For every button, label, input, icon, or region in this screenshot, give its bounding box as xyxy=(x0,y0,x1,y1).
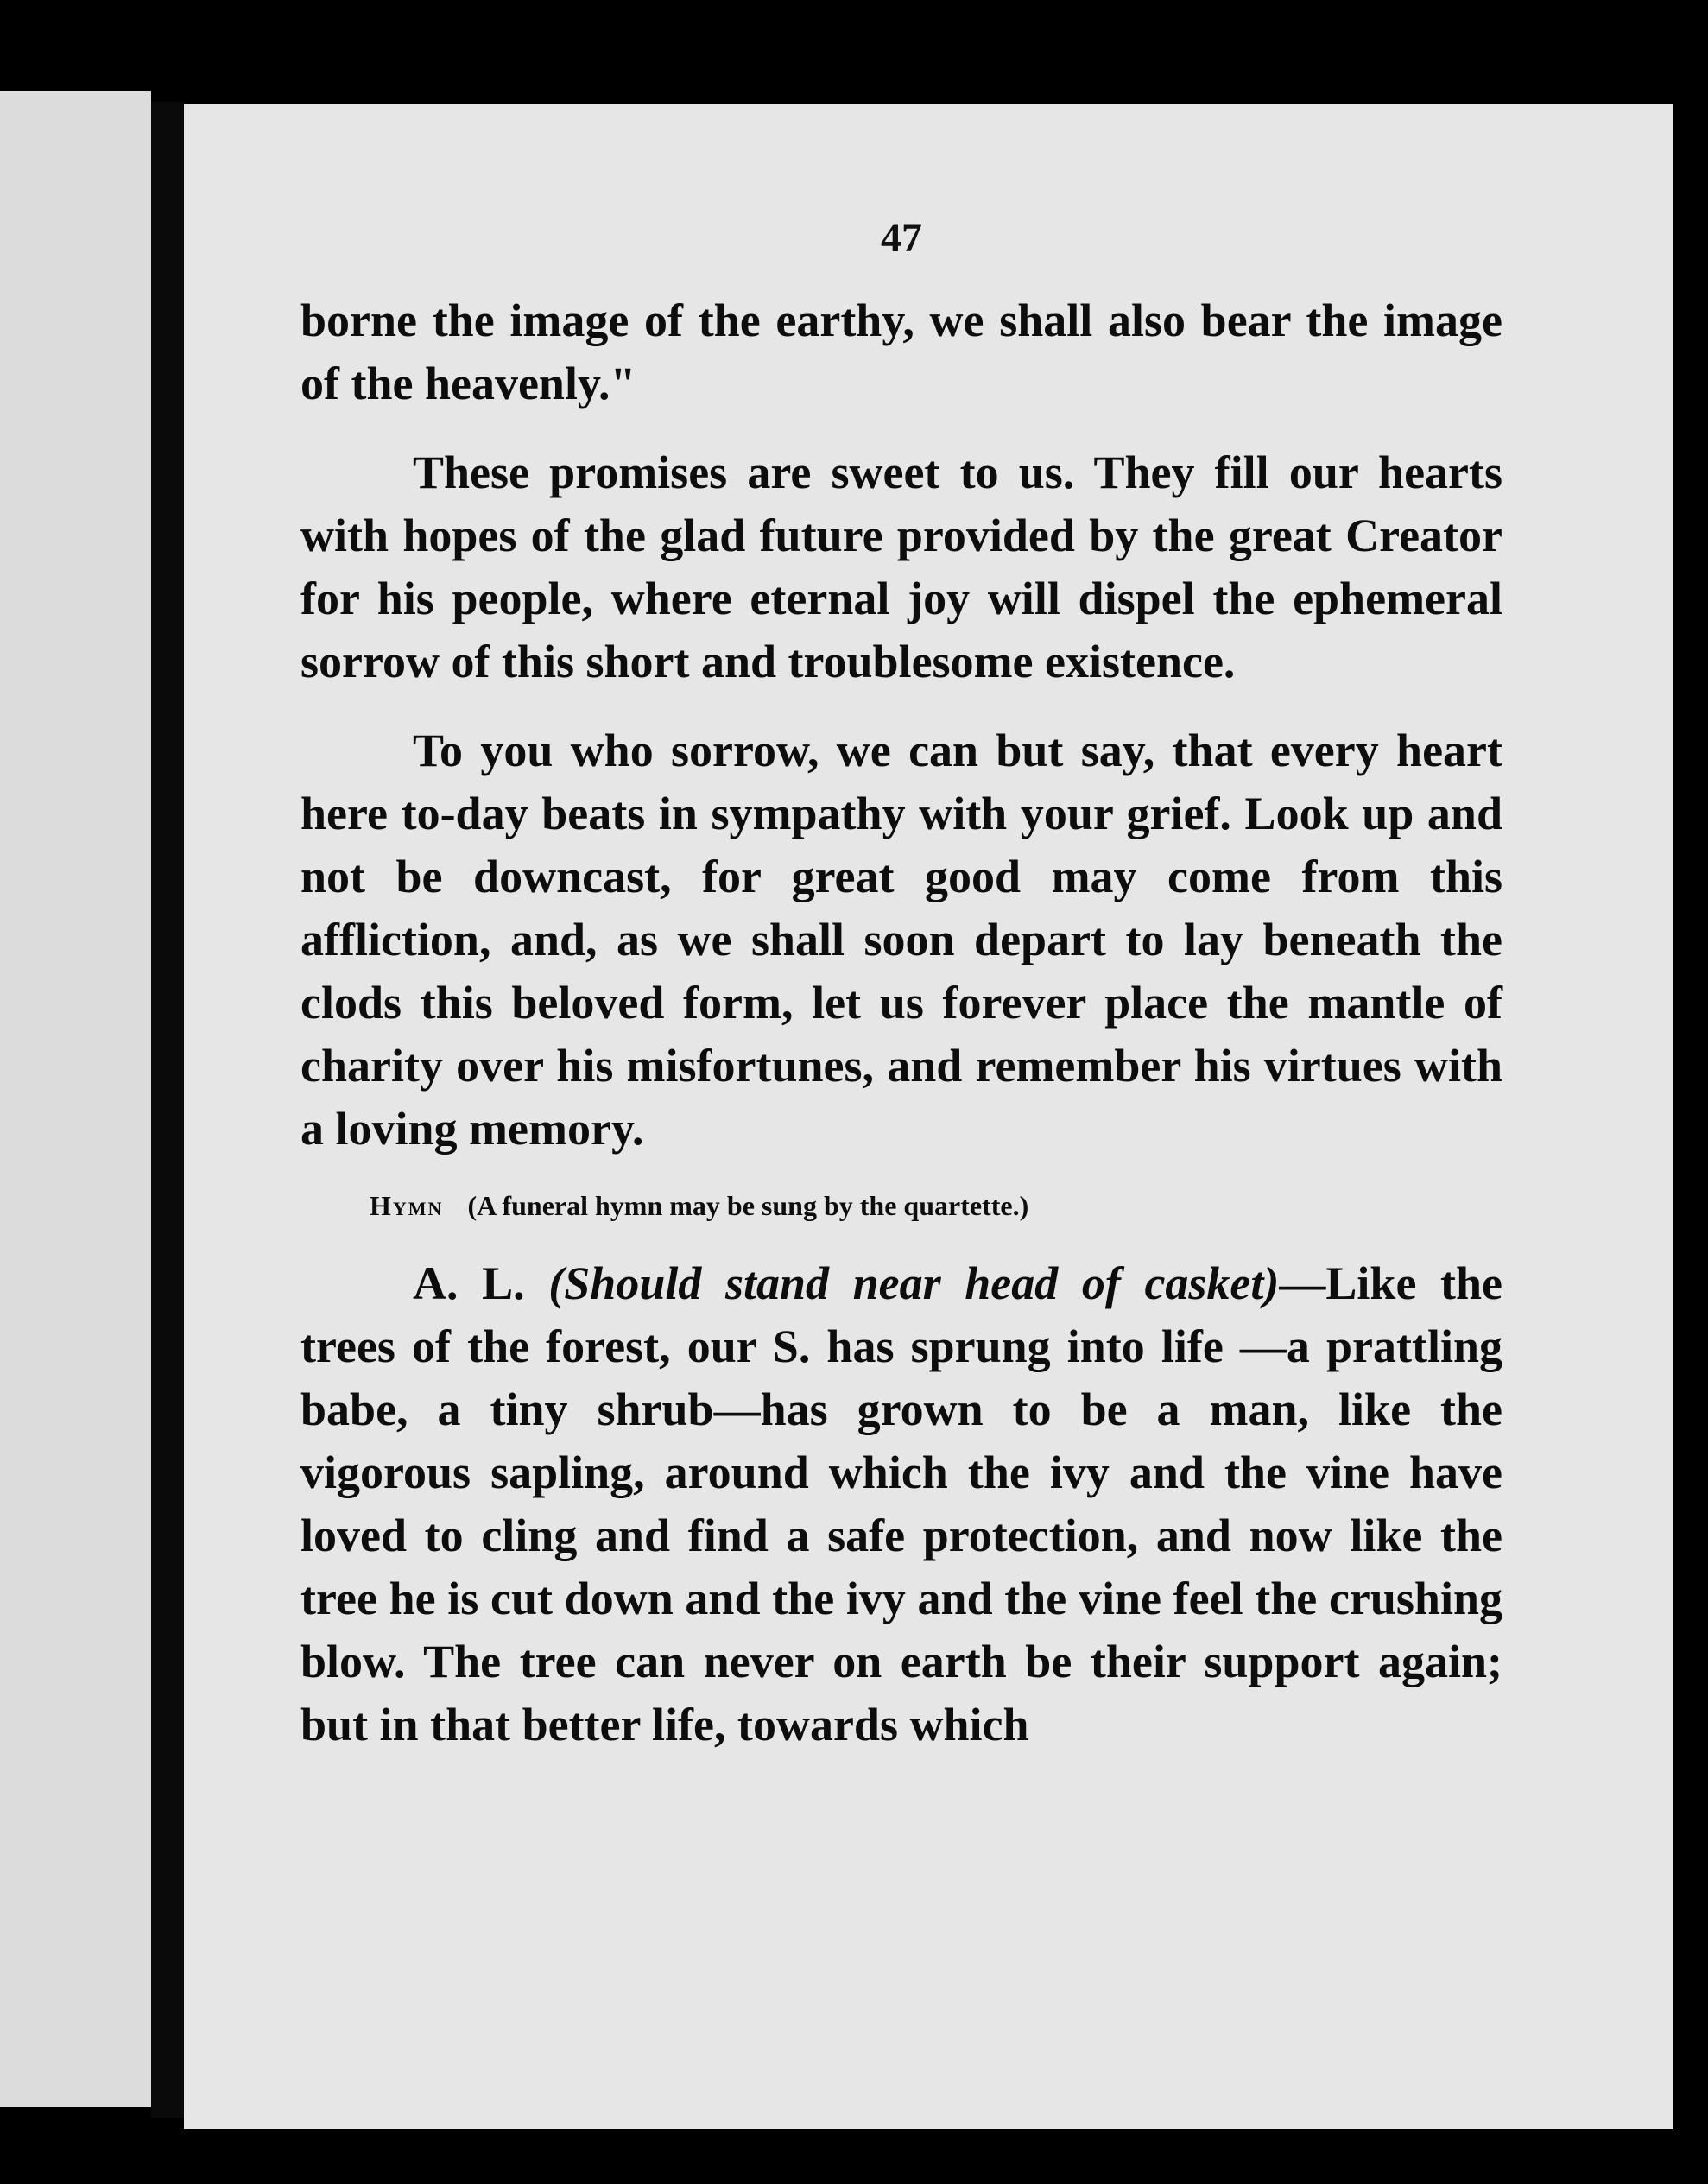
hymn-note: (A funeral hymn may be sung by the quartette.) xyxy=(467,1190,1029,1221)
facing-page-edge xyxy=(0,91,151,2107)
page-number: 47 xyxy=(881,215,922,261)
hymn-instruction xyxy=(370,1180,1502,1231)
paragraph-continuation: borne the image of the earthy, we shall also bear the image of the heavenly." xyxy=(300,294,1502,409)
paragraph-promises: These promises are sweet to us. They fill our hearts with hopes of the glad future provided by the great Creator for his people, where eternal joy will dispel the ephemeral sorrow of this short and troublesome existence. xyxy=(300,446,1502,687)
binding-shadow xyxy=(151,102,186,2118)
hymn-label: Hymn xyxy=(370,1190,444,1221)
paragraph-closing xyxy=(300,1252,1502,1757)
closing-text: —Like the trees of the forest, our S. has sprung into life —a prattling babe, a tiny shrub—has grown to be a man, like the vigorous sapling, around which the ivy and the vine have loved to cling and find a safe protection, and now like the tree he is cut down and the ivy and the vine feel the crushing blow. The tree can never on earth be their support again; but in that better life, towards which xyxy=(300,1257,1503,1750)
paragraph-sympathy: To you who sorrow, we can but say, that every heart here to-day beats in sympathy with your grief. Look up and not be downcast, for great good may come from this affliction, and, as we shall soon depart to lay beneath the clods this beloved form, let us forever place the mantle of charity over his misfortunes, and remember his virtues with a loving memory. xyxy=(300,725,1502,1155)
page-body xyxy=(300,289,1502,1757)
speaker-label: A. L. xyxy=(413,1257,525,1309)
stage-direction: (Should stand near head of casket) xyxy=(548,1257,1280,1309)
